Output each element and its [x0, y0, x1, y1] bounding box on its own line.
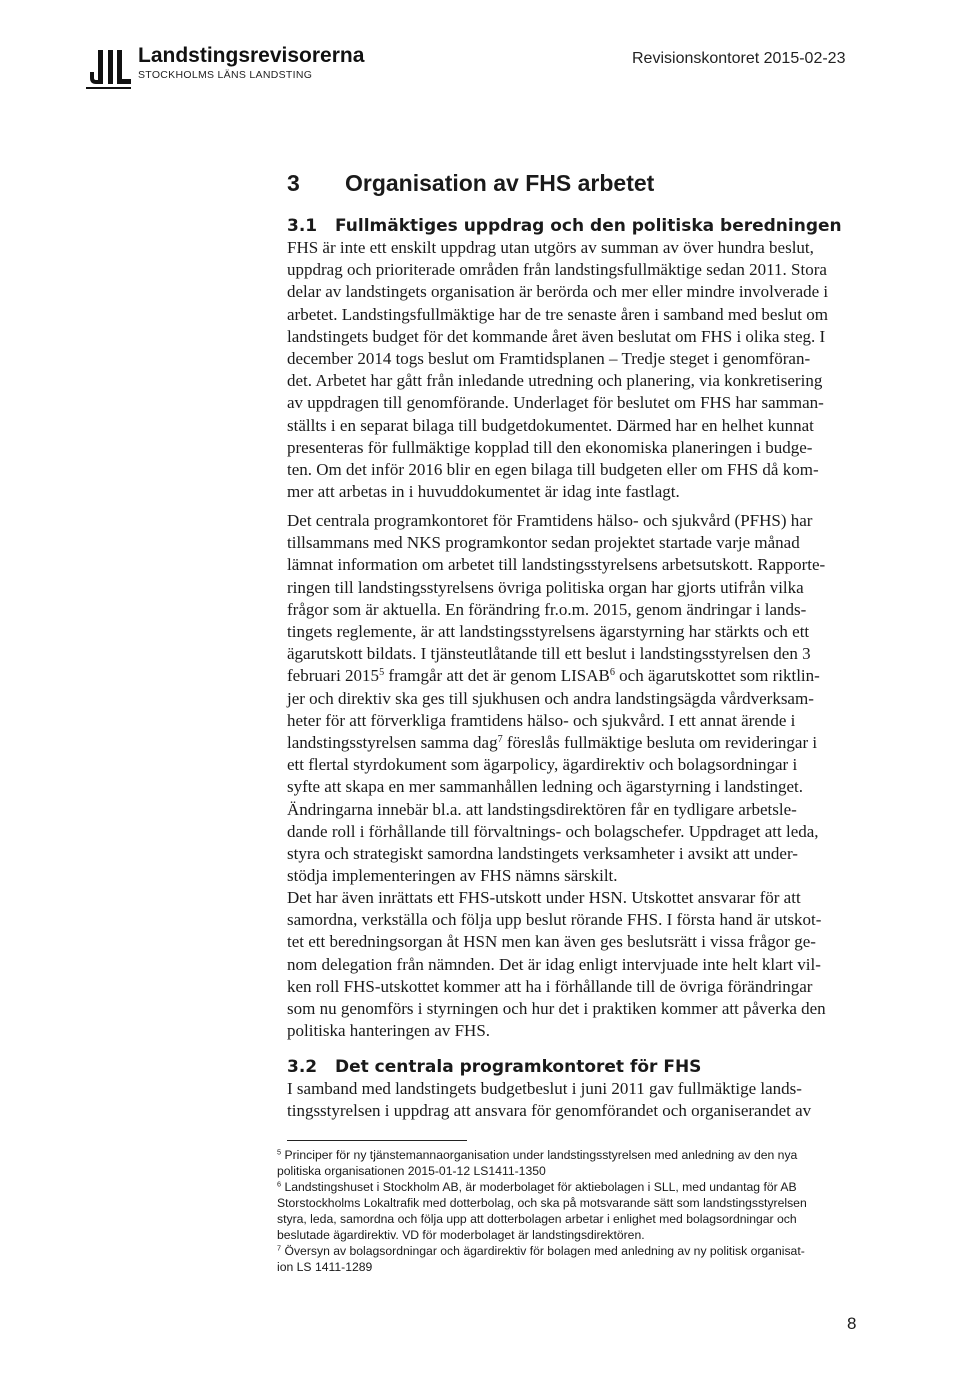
footnotes	[277, 1147, 877, 1275]
landstingsrevisorerna-logo-icon	[84, 44, 132, 92]
subsection-number: 3.2	[287, 1057, 318, 1077]
page-number: 8	[847, 1314, 857, 1333]
text-line: som nu genomförs i styrningen och hur det i praktiken kommer att påverka den	[287, 999, 826, 1019]
footnote-ref: 6	[609, 667, 615, 679]
text-line: styra och strategiskt samordna landstingets verksamheter i avsikt att under-	[287, 844, 798, 864]
text-line: heter för att förverkliga framtidens hälso- och sjukvård. I ett annat ärende i	[287, 710, 796, 730]
footnote-line: ion LS 1411-1289	[277, 1260, 373, 1274]
logo	[84, 44, 364, 92]
section-title: Organisation av FHS arbetet	[345, 170, 655, 196]
footnote-line: styra, leda, samordna och följa upp att dotterbolagen arbetar i enlighet med bolagsordningar och	[277, 1212, 797, 1226]
text-line	[287, 665, 869, 687]
text-line: mer att arbetas in i huvuddokumentet är idag inte fastlagt.	[287, 482, 680, 502]
subsection-title: Fullmäktiges uppdrag och den politiska beredningen	[335, 216, 842, 236]
subsection-heading	[287, 1057, 701, 1077]
text-line: presenteras för fullmäktige kopplad till den ekonomiska planeringen i budge-	[287, 437, 813, 457]
text-line: tillsammans med NKS programkontor sedan projektet startade varje månad	[287, 533, 800, 553]
text-line: ett flertal styrdokument som ägarpolicy, ägardirektiv och bolagsordningar i	[287, 755, 798, 775]
text-line: delar av landstingets organisation är berörda och mer eller mindre involverade i	[287, 282, 829, 302]
footnote-ref: 5	[379, 667, 385, 679]
text-line: syfte att skapa en mer sammanhållen ledning och ägarstyrning i landstinget.	[287, 777, 803, 797]
text-line: uppdrag och prioriterade områden från landstingsfullmäktige sedan 2011. Stora	[287, 260, 827, 280]
footnote-mark: 5	[277, 1147, 282, 1157]
footnote-text: Landstingshuset i Stockholm AB, är moderbolaget för aktiebolagen i SLL, med undantag för AB	[284, 1180, 797, 1194]
footnote-line	[277, 1179, 877, 1195]
text-line	[287, 732, 869, 754]
section-heading	[287, 170, 654, 197]
footnote-ref: 7	[497, 733, 503, 745]
text-line: politiska hanteringen av FHS.	[287, 1021, 491, 1041]
footnote-line: beslutade ägardirektiv. VD för moderbolaget är landstingsdirektören.	[277, 1228, 645, 1242]
paragraph	[287, 1078, 869, 1122]
subsection-title: Det centrala programkontoret för FHS	[335, 1057, 702, 1077]
footnote-line	[277, 1243, 877, 1259]
text-line: dande roll i förhållande till förvaltnings- och bolagschefer. Uppdraget att leda,	[287, 821, 819, 841]
text-fragment: föreslås fullmäktige besluta om revideringar i	[502, 733, 818, 753]
footnote-line: Storstockholms Lokaltrafik med dotterbolag, och ska på motsvarande sätt som landstingsstyrelsen	[277, 1196, 807, 1210]
text-line: ten. Om det inför 2016 blir en egen bilaga till budgeten eller om FHS då kom-	[287, 460, 819, 480]
text-line: FHS är inte ett enskilt uppdrag utan utgörs av summan av över hundra beslut,	[287, 238, 814, 257]
footnote-line	[277, 1147, 877, 1163]
text-line: det. Arbetet har gått från inledande utredning och planering, via konkretisering	[287, 371, 823, 391]
text-line: Det centrala programkontoret för Framtidens hälso- och sjukvård (PFHS) har	[287, 511, 813, 530]
paragraph	[287, 510, 869, 887]
text-line: ringen till landstingsstyrelsens övriga politiska organ har gjorts utifrån vilka	[287, 577, 804, 597]
text-line: december 2014 togs beslut om Framtidsplanen – Tredje steget i genomföran-	[287, 349, 811, 369]
footnote-text: Översyn av bolagsordningar och ägardirektiv för bolagen med anledning av ny politisk organisat-	[284, 1244, 805, 1258]
text-line: tet ett beredningsorgan åt HSN men kan även ges beslutsrätt i vissa frågor ge-	[287, 932, 816, 952]
text-line: nom delegation från nämnden. Det är idag enligt intervjuade inte helt klart vil-	[287, 954, 821, 974]
text-fragment: och ägarutskottet som riktlin-	[614, 666, 820, 686]
org-name: Landstingsrevisorerna	[138, 44, 365, 67]
text-fragment: februari 2015	[287, 666, 380, 686]
text-line: ställts i en separat bilaga till budgetdokumentet. Därmed har en helhet kunnat	[287, 415, 814, 435]
footnote-text: Principer för ny tjänstemannaorganisation under landstingsstyrelsen med anledning av den nya	[284, 1148, 798, 1162]
text-line: frågor som är aktuella. En förändring fr.o.m. 2015, genom ändringar i lands-	[287, 599, 807, 619]
text-line: Ändringarna innebär bl.a. att landstingsdirektören får en tydligare arbetsle-	[287, 799, 797, 819]
text-fragment: landstingsstyrelsen samma dag	[287, 733, 498, 753]
section-number: 3	[287, 170, 300, 196]
text-line: arbetet. Landstingsfullmäktige har de tre senaste åren i samband med beslut om	[287, 304, 828, 324]
text-line: ägarutskott bildats. I tjänsteutlåtande till ett beslut i landstingsstyrelsen den 3	[287, 644, 811, 664]
text-line: I samband med landstingets budgetbeslut i juni 2011 gav fullmäktige lands-	[287, 1079, 802, 1098]
text-line: av uppdragen till genomförande. Underlaget för beslutet om FHS har samman-	[287, 393, 824, 413]
text-line: samordna, verkställa och följa upp beslut rörande FHS. I första hand är utskot-	[287, 910, 822, 930]
text-line: stödja implementeringen av FHS nämns särskilt.	[287, 866, 618, 886]
text-line: landstingets budget för det kommande året även beslutat om FHS i olika steg. I	[287, 326, 826, 346]
paragraph	[287, 237, 869, 503]
org-subtitle: STOCKHOLMS LÄNS LANDSTING	[138, 69, 313, 81]
subsection-number: 3.1	[287, 216, 318, 236]
subsection-heading	[287, 216, 842, 236]
text-line: ken roll FHS-utskottet kommer att ha i förhållande till de övriga förändringar	[287, 976, 813, 996]
text-line: tingets reglemente, är att landstingsstyrelsens ägarstyrning har stärkts och ett	[287, 622, 810, 642]
paragraph	[287, 887, 869, 1042]
text-line: jer och direktiv ska ges till sjukhusen och andra landstingsägda vårdverksam-	[287, 688, 814, 708]
text-line: tingsstyrelsen i uppdrag att ansvara för genomförandet och organiserandet av	[287, 1101, 812, 1121]
footnote-line: politiska organisationen 2015-01-12 LS1411-1350	[277, 1164, 546, 1178]
footnote-mark: 6	[277, 1179, 282, 1189]
footnote-mark: 7	[277, 1243, 282, 1253]
office-date: Revisionskontoret 2015-02-23	[632, 50, 846, 67]
text-line: Det har även inrättats ett FHS-utskott under HSN. Utskottet ansvarar för att	[287, 888, 801, 907]
footnote-divider	[287, 1140, 467, 1141]
text-line: lämnat information om arbetet till landstingsstyrelsens arbetsutskott. Rapporte-	[287, 555, 826, 575]
text-fragment: framgår att det är genom LISAB	[384, 666, 610, 686]
